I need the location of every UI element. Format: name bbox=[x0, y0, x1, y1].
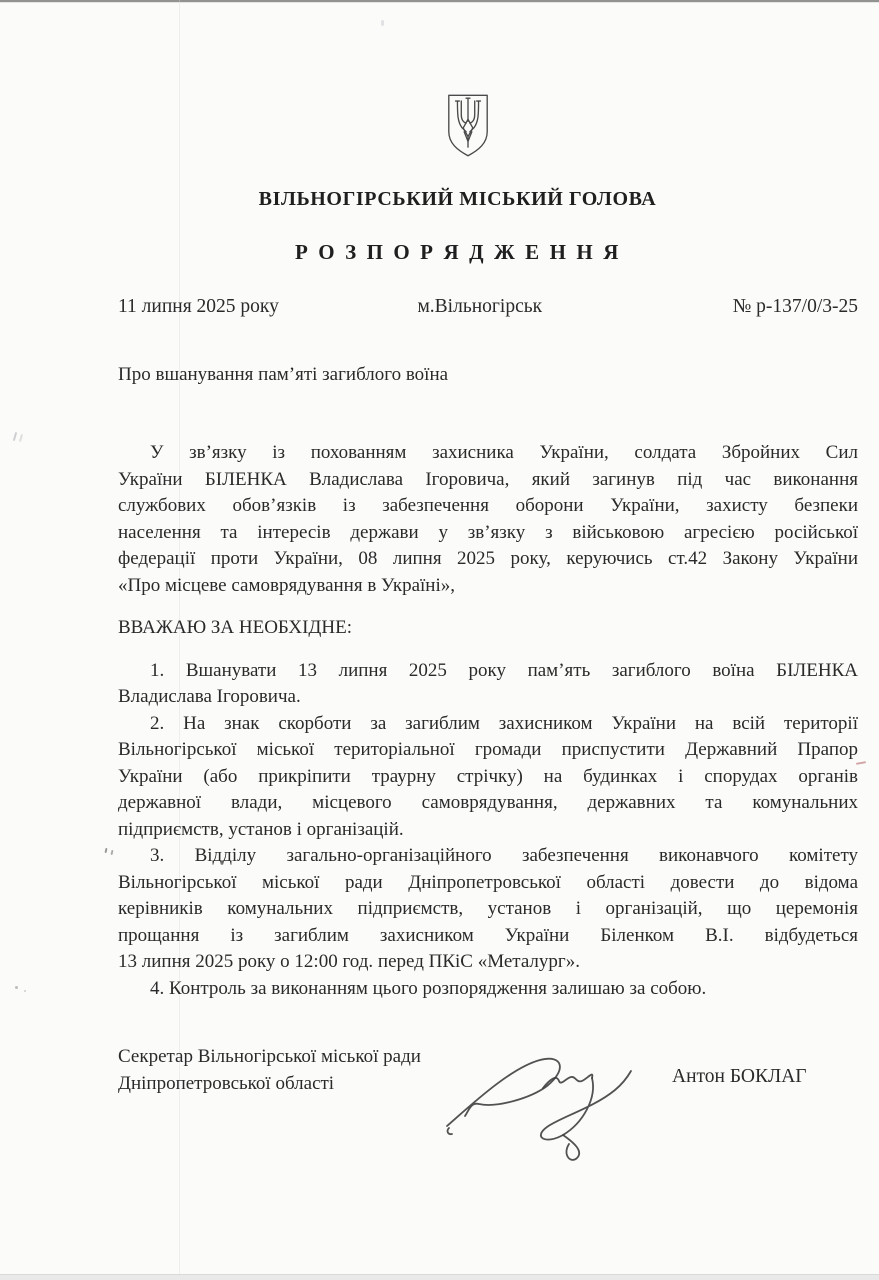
item-line: Владислава Ігоровича. bbox=[118, 686, 301, 707]
order-item-2 bbox=[118, 711, 858, 844]
item-line: Вільногірської міської територіальної громади приспустити Державний Прапор bbox=[118, 739, 858, 760]
order-item-1 bbox=[118, 658, 858, 711]
scan-artifact bbox=[381, 20, 384, 26]
preamble-paragraph bbox=[118, 440, 858, 599]
scan-artifact bbox=[15, 986, 18, 989]
preamble-line: федерації проти України, 08 липня 2025 року, керуючись ст.42 Закону України bbox=[118, 548, 858, 569]
document-body bbox=[118, 440, 858, 1002]
resolution-heading: ВВАЖАЮ ЗА НЕОБХІДНЕ: bbox=[118, 617, 352, 638]
scan-artifact bbox=[24, 990, 26, 992]
document-meta-row bbox=[118, 296, 858, 318]
preamble-line: населення та інтересів держави у зв’язку з військовою агресією російської bbox=[118, 521, 858, 543]
document-type-title: Р О З П О Р Я Д Ж Е Н Н Я bbox=[295, 240, 620, 264]
item-line: 4. Контроль за виконанням цього розпорядження залишаю за собою. bbox=[150, 977, 707, 999]
scan-edge-top bbox=[0, 0, 879, 2]
order-item-3 bbox=[118, 843, 858, 976]
preamble-line: «Про місцеве самоврядування в Україні», bbox=[118, 574, 455, 596]
scan-artifact bbox=[856, 761, 866, 765]
item-line: 3. Відділу загально-організаційного забезпечення виконавчого комітету bbox=[150, 845, 858, 866]
item-line: Вільногірської міської ради Дніпропетровської області довести до відома bbox=[118, 871, 858, 893]
document-date: 11 липня 2025 року bbox=[118, 296, 279, 317]
item-line: України (або прикріпити траурну стрічку) на будинках і спорудах органів bbox=[118, 765, 858, 787]
preamble-line: У зв’язку із похованням захисника України, солдата Збройних Сил bbox=[150, 442, 858, 463]
order-item-4 bbox=[118, 976, 858, 1003]
document-place: м.Вільногірськ bbox=[417, 296, 543, 317]
preamble-line: службових обов’язків із забезпечення оборони України, захисту безпеки bbox=[118, 495, 858, 516]
signatory-position bbox=[118, 1043, 421, 1097]
document-subject: Про вшанування пам’яті загиблого воїна bbox=[118, 364, 449, 385]
scan-artifact bbox=[19, 434, 23, 442]
handwritten-signature bbox=[435, 1038, 650, 1163]
item-line: державної влади, місцевого самоврядування, державних та комунальних bbox=[118, 792, 858, 813]
signatory-position-line: Секретар Вільногірської міської ради bbox=[118, 1046, 421, 1067]
item-line: прощання із загиблим захисником України Біленком В.І. відбудеться bbox=[118, 924, 858, 946]
signatory-position-line: Дніпропетровської області bbox=[118, 1073, 335, 1094]
item-line: 13 липня 2025 року о 12:00 год. перед ПКіС «Металург». bbox=[118, 951, 580, 972]
signatory-name: Антон БОКЛАГ bbox=[672, 1066, 807, 1087]
scan-edge-bottom bbox=[0, 1274, 879, 1280]
item-line: 1. Вшанувати 13 липня 2025 року пам’ять загиблого воїна БІЛЕНКА bbox=[150, 659, 858, 681]
scan-artifact bbox=[111, 850, 114, 855]
scan-artifact bbox=[13, 432, 17, 441]
issuing-authority-title: ВІЛЬНОГІРСЬКИЙ МІСЬКИЙ ГОЛОВА bbox=[258, 188, 657, 210]
scan-artifact bbox=[105, 848, 108, 853]
preamble-line: України БІЛЕНКА Владислава Ігоровича, який загинув під час виконання bbox=[118, 468, 858, 490]
item-line: 2. На знак скорботи за загиблим захисником України на всій території bbox=[150, 712, 858, 734]
item-line: підприємств, установ і організацій. bbox=[118, 818, 404, 840]
ukraine-coat-of-arms-icon bbox=[444, 92, 492, 160]
document-number: № р-137/0/3-25 bbox=[732, 296, 858, 317]
item-line: керівників комунальних підприємств, установ і організацій, що церемонія bbox=[118, 898, 858, 919]
